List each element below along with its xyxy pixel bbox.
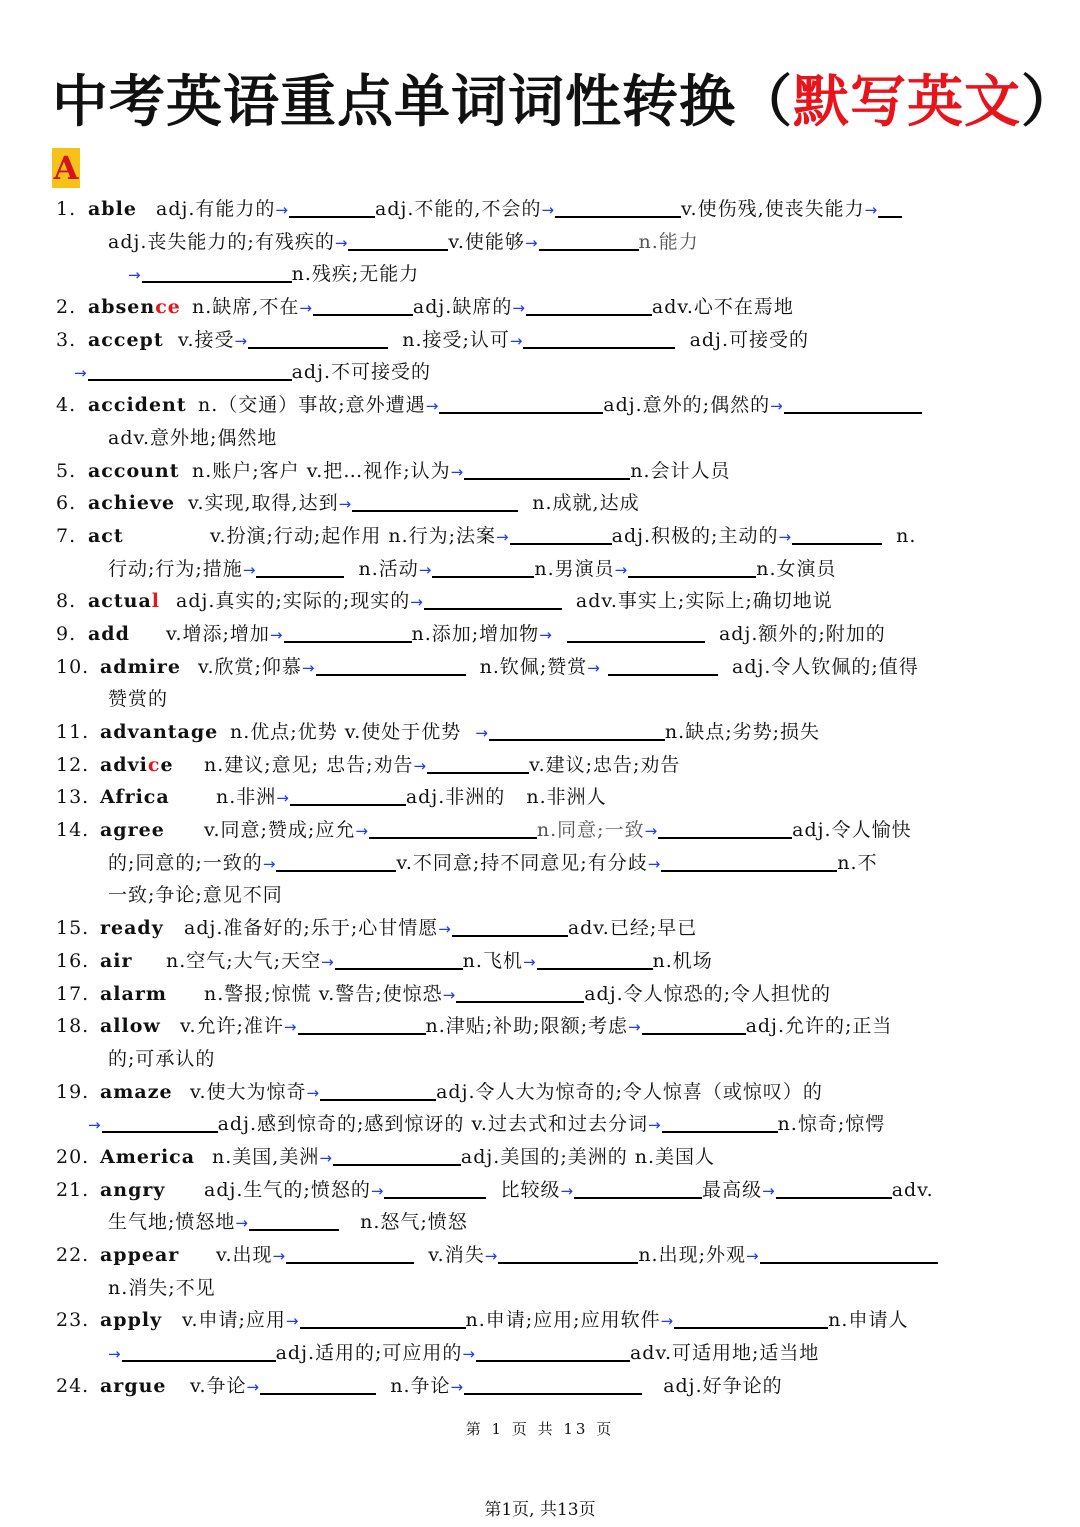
answer-blank[interactable] <box>276 850 396 872</box>
answer-blank[interactable] <box>510 523 612 545</box>
arrow-icon: → <box>299 299 313 318</box>
list-item: n.消失;不见 <box>108 1276 216 1299</box>
arrow-icon: → <box>334 233 349 252</box>
list-item: 22. appear v.出现→ v.消失→ n.出现;外观→ <box>56 1239 1016 1272</box>
answer-blank[interactable] <box>102 1111 218 1133</box>
list-item: 4. accident n.（交通）事故;意外遭遇→ adj.意外的;偶然的→ <box>56 389 1016 422</box>
list-item: 一致;争论;意见不同 <box>108 884 283 907</box>
answer-blank[interactable] <box>526 294 652 316</box>
arrow-icon: → <box>370 1181 385 1200</box>
arrow-icon: → <box>418 560 433 579</box>
list-item: 12. advice n.建议;意见; 忠告;劝告→ v.建议;忠告;劝告 <box>56 753 681 776</box>
answer-blank[interactable] <box>523 327 675 349</box>
arrow-icon: → <box>647 854 662 873</box>
arrow-icon: → <box>509 331 524 350</box>
list-item: 2. absence n.缺席,不在→ adj.缺席的→ adv.心不在焉地 <box>56 296 794 319</box>
answer-blank[interactable] <box>574 1177 702 1199</box>
answer-blank[interactable] <box>290 784 406 806</box>
list-item: 11. advantage n.优点;优势 v.使处于优势 → n.缺点;劣势;损失 <box>56 721 821 743</box>
arrow-icon: → <box>262 854 277 873</box>
answer-blank[interactable] <box>608 654 718 676</box>
list-item: 10. admire v.欣赏;仰慕→ n.钦佩;赞赏→ adj.令人钦佩的;值得 <box>56 655 919 678</box>
answer-blank[interactable] <box>313 294 413 316</box>
arrow-icon: → <box>496 527 510 546</box>
page-title: 中考英语重点单词词性转换（默写英文） <box>52 70 1078 135</box>
arrow-icon: → <box>541 201 556 219</box>
list-item: 13. Africa n.非洲→ adj.非洲的 n.非洲人 <box>56 786 607 809</box>
list-item: 18. allow v.允许;准许→ n.津贴;补助;限额;考虑→ adj.允许的;正当 <box>56 1015 893 1038</box>
arrow-icon: → <box>660 1312 675 1331</box>
arrow-icon: → <box>522 952 537 971</box>
answer-blank[interactable] <box>642 1013 746 1035</box>
list-item: 15. ready adj.准备好的;乐于;心甘情愿→ adv.已经;早已 <box>56 917 698 940</box>
answer-blank[interactable] <box>88 359 292 381</box>
arrow-icon: → <box>438 920 452 939</box>
arrow-icon: → <box>539 625 553 644</box>
list-item: → adj.不可接受的 <box>74 361 431 384</box>
answer-blank[interactable] <box>792 523 882 545</box>
answer-blank[interactable] <box>256 556 344 578</box>
list-item: 赞赏的 <box>108 688 169 711</box>
title-highlight: 默写英文 <box>793 70 1021 135</box>
answer-blank[interactable] <box>369 817 537 839</box>
answer-blank[interactable] <box>452 915 568 937</box>
answer-blank[interactable] <box>316 654 466 676</box>
answer-blank[interactable] <box>432 556 534 578</box>
answer-blank[interactable] <box>537 948 653 970</box>
answer-blank[interactable] <box>760 1242 938 1264</box>
answer-blank[interactable] <box>439 392 603 414</box>
answer-blank[interactable] <box>248 327 388 349</box>
arrow-icon: → <box>644 822 659 841</box>
answer-blank[interactable] <box>333 1144 461 1166</box>
answer-blank[interactable] <box>284 621 412 643</box>
list-item: 行动;行为;措施→ n.活动→ n.男演员→ n.女演员 <box>108 557 837 580</box>
arrow-icon: → <box>647 1116 662 1135</box>
list-item: 1. able adj.有能力的→ adj.不能的,不会的→ v.使伤残,使丧失能力→ <box>56 193 1016 226</box>
answer-blank[interactable] <box>335 948 463 970</box>
list-item: 23. apply v.申请;应用→ n.申请;应用;应用软件→ n.申请人 <box>56 1309 909 1332</box>
section-letter-badge: A <box>53 149 79 187</box>
answer-blank[interactable] <box>427 752 529 774</box>
arrow-icon: → <box>108 1345 122 1364</box>
arrow-icon: → <box>462 1345 476 1364</box>
list-item: 9. add v.增添;增加→ n.添加;增加物→ adj.额外的;附加的 <box>56 622 886 645</box>
arrow-icon: → <box>864 201 879 219</box>
answer-blank[interactable] <box>878 196 902 218</box>
list-item: adv.意外地;偶然地 <box>108 426 278 449</box>
list-item: 生气地;愤怒地→ n.怒气;愤怒 <box>108 1211 468 1234</box>
arrow-icon: → <box>275 201 289 219</box>
arrow-icon: → <box>242 560 257 579</box>
arrow-icon: → <box>355 822 369 841</box>
list-item: 20. America n.美国,美洲→ adj.美国的;美洲的 n.美国人 <box>56 1145 716 1168</box>
list-item: 6. achieve v.实现,取得,达到→ n.成就,达成 <box>56 492 640 515</box>
answer-blank[interactable] <box>384 1177 486 1199</box>
page-number-inner: 第 1 页 共 13 页 <box>465 1420 615 1438</box>
answer-blank[interactable] <box>555 196 681 218</box>
arrow-icon: → <box>306 1083 321 1102</box>
arrow-icon: → <box>450 462 465 481</box>
answer-blank[interactable] <box>476 1340 630 1362</box>
arrow-icon: → <box>128 266 142 285</box>
answer-blank[interactable] <box>464 458 630 480</box>
list-item: → adj.适用的;可应用的→ adv.可适用地;适当地 <box>108 1342 820 1365</box>
list-item: → adj.感到惊奇的;感到惊讶的 v.过去式和过去分词→ n.惊奇;惊愕 <box>88 1113 886 1136</box>
answer-blank[interactable] <box>142 261 292 283</box>
arrow-icon: → <box>450 1377 465 1396</box>
page-number-outer: 第1页, 共13页 <box>484 1500 596 1520</box>
arrow-icon: → <box>587 658 601 677</box>
list-item: 7. act v.扮演;行动;起作用 n.行为;法案→ adj.积极的;主动的→ n. <box>56 524 917 547</box>
answer-blank[interactable] <box>300 1307 466 1329</box>
arrow-icon: → <box>74 364 88 383</box>
answer-blank[interactable] <box>289 196 375 218</box>
answer-blank[interactable] <box>298 1013 426 1035</box>
word-list <box>56 193 1016 1402</box>
answer-blank[interactable] <box>249 1209 339 1231</box>
arrow-icon: → <box>413 756 428 775</box>
answer-blank[interactable] <box>662 1111 778 1133</box>
arrow-icon: → <box>88 1116 102 1135</box>
arrow-icon: → <box>319 1148 333 1167</box>
arrow-icon: → <box>778 527 793 546</box>
list-item: → n.残疾;无能力 <box>128 263 420 286</box>
list-item: 17. alarm n.警报;惊慌 v.警告;使惊恐→ adj.令人惊恐的;令人担忧的 <box>56 982 832 1005</box>
answer-blank[interactable] <box>661 850 837 872</box>
arrow-icon: → <box>425 397 440 416</box>
arrow-icon: → <box>560 1181 575 1200</box>
answer-blank[interactable] <box>674 1307 828 1329</box>
answer-blank[interactable] <box>658 817 792 839</box>
arrow-icon: → <box>512 299 526 318</box>
list-item: 24. argue v.争论→ n.争论→ adj.好争论的 <box>56 1374 783 1397</box>
list-item: 14. agree v.同意;赞成;应允→ n.同意;一致→ adj.令人愉快 <box>56 819 912 842</box>
answer-blank[interactable] <box>352 490 518 512</box>
answer-blank[interactable] <box>348 229 448 251</box>
arrow-icon: → <box>627 1018 642 1037</box>
arrow-icon: → <box>614 560 629 579</box>
arrow-icon: → <box>246 1377 261 1396</box>
answer-blank[interactable] <box>286 1242 414 1264</box>
list-item: adj.丧失能力的;有残疾的→ v.使能够→ n.能力 <box>108 230 699 253</box>
answer-blank[interactable] <box>498 1242 638 1264</box>
list-item: 8. actual adj.真实的;实际的;现实的→ adv.事实上;实际上;确切地说 <box>56 590 833 613</box>
answer-blank[interactable] <box>122 1340 276 1362</box>
answer-blank[interactable] <box>539 229 639 251</box>
arrow-icon: → <box>283 1018 298 1037</box>
arrow-icon: → <box>770 397 784 416</box>
arrow-icon: → <box>272 1247 287 1265</box>
arrow-icon: → <box>276 789 290 808</box>
list-item: 3. accept v.接受→ n.接受;认可→ adj.可接受的 <box>56 328 809 351</box>
arrow-icon: → <box>762 1181 776 1200</box>
answer-blank[interactable] <box>456 981 584 1003</box>
answer-blank[interactable] <box>776 1177 892 1199</box>
answer-blank[interactable] <box>489 719 665 741</box>
answer-blank[interactable] <box>784 392 922 414</box>
arrow-icon: → <box>484 1247 499 1265</box>
list-item: 16. air n.空气;大气;天空→ n.飞机→ n.机场 <box>56 949 713 972</box>
arrow-icon: → <box>269 625 284 644</box>
arrow-icon: → <box>285 1312 300 1331</box>
list-item: 5. account n.账户;客户 v.把…视作;认为→ n.会计人员 <box>56 459 731 482</box>
answer-blank[interactable] <box>260 1373 376 1395</box>
arrow-icon: → <box>410 593 424 612</box>
arrow-icon: → <box>338 495 353 514</box>
list-item: 的;同意的;一致的→ v.不同意;持不同意见;有分歧→ n.不 <box>108 851 878 874</box>
arrow-icon: → <box>475 724 489 742</box>
answer-blank[interactable] <box>424 588 562 610</box>
arrow-icon: → <box>321 952 335 971</box>
answer-blank[interactable] <box>567 621 705 643</box>
answer-blank[interactable] <box>464 1373 642 1395</box>
arrow-icon: → <box>235 1214 249 1233</box>
arrow-icon: → <box>524 233 539 252</box>
arrow-icon: → <box>301 658 316 677</box>
answer-blank[interactable] <box>628 556 756 578</box>
arrow-icon: → <box>234 331 249 350</box>
list-item: 的;可承认的 <box>108 1047 216 1070</box>
answer-blank[interactable] <box>320 1079 436 1101</box>
arrow-icon: → <box>746 1247 760 1265</box>
list-item: 21. angry adj.生气的;愤怒的→ 比较级→ 最高级→ adv. <box>56 1178 934 1201</box>
arrow-icon: → <box>442 985 457 1004</box>
list-item: 19. amaze v.使大为惊奇→ adj.令人大为惊奇的;令人惊喜（或惊叹）的 <box>56 1080 823 1103</box>
